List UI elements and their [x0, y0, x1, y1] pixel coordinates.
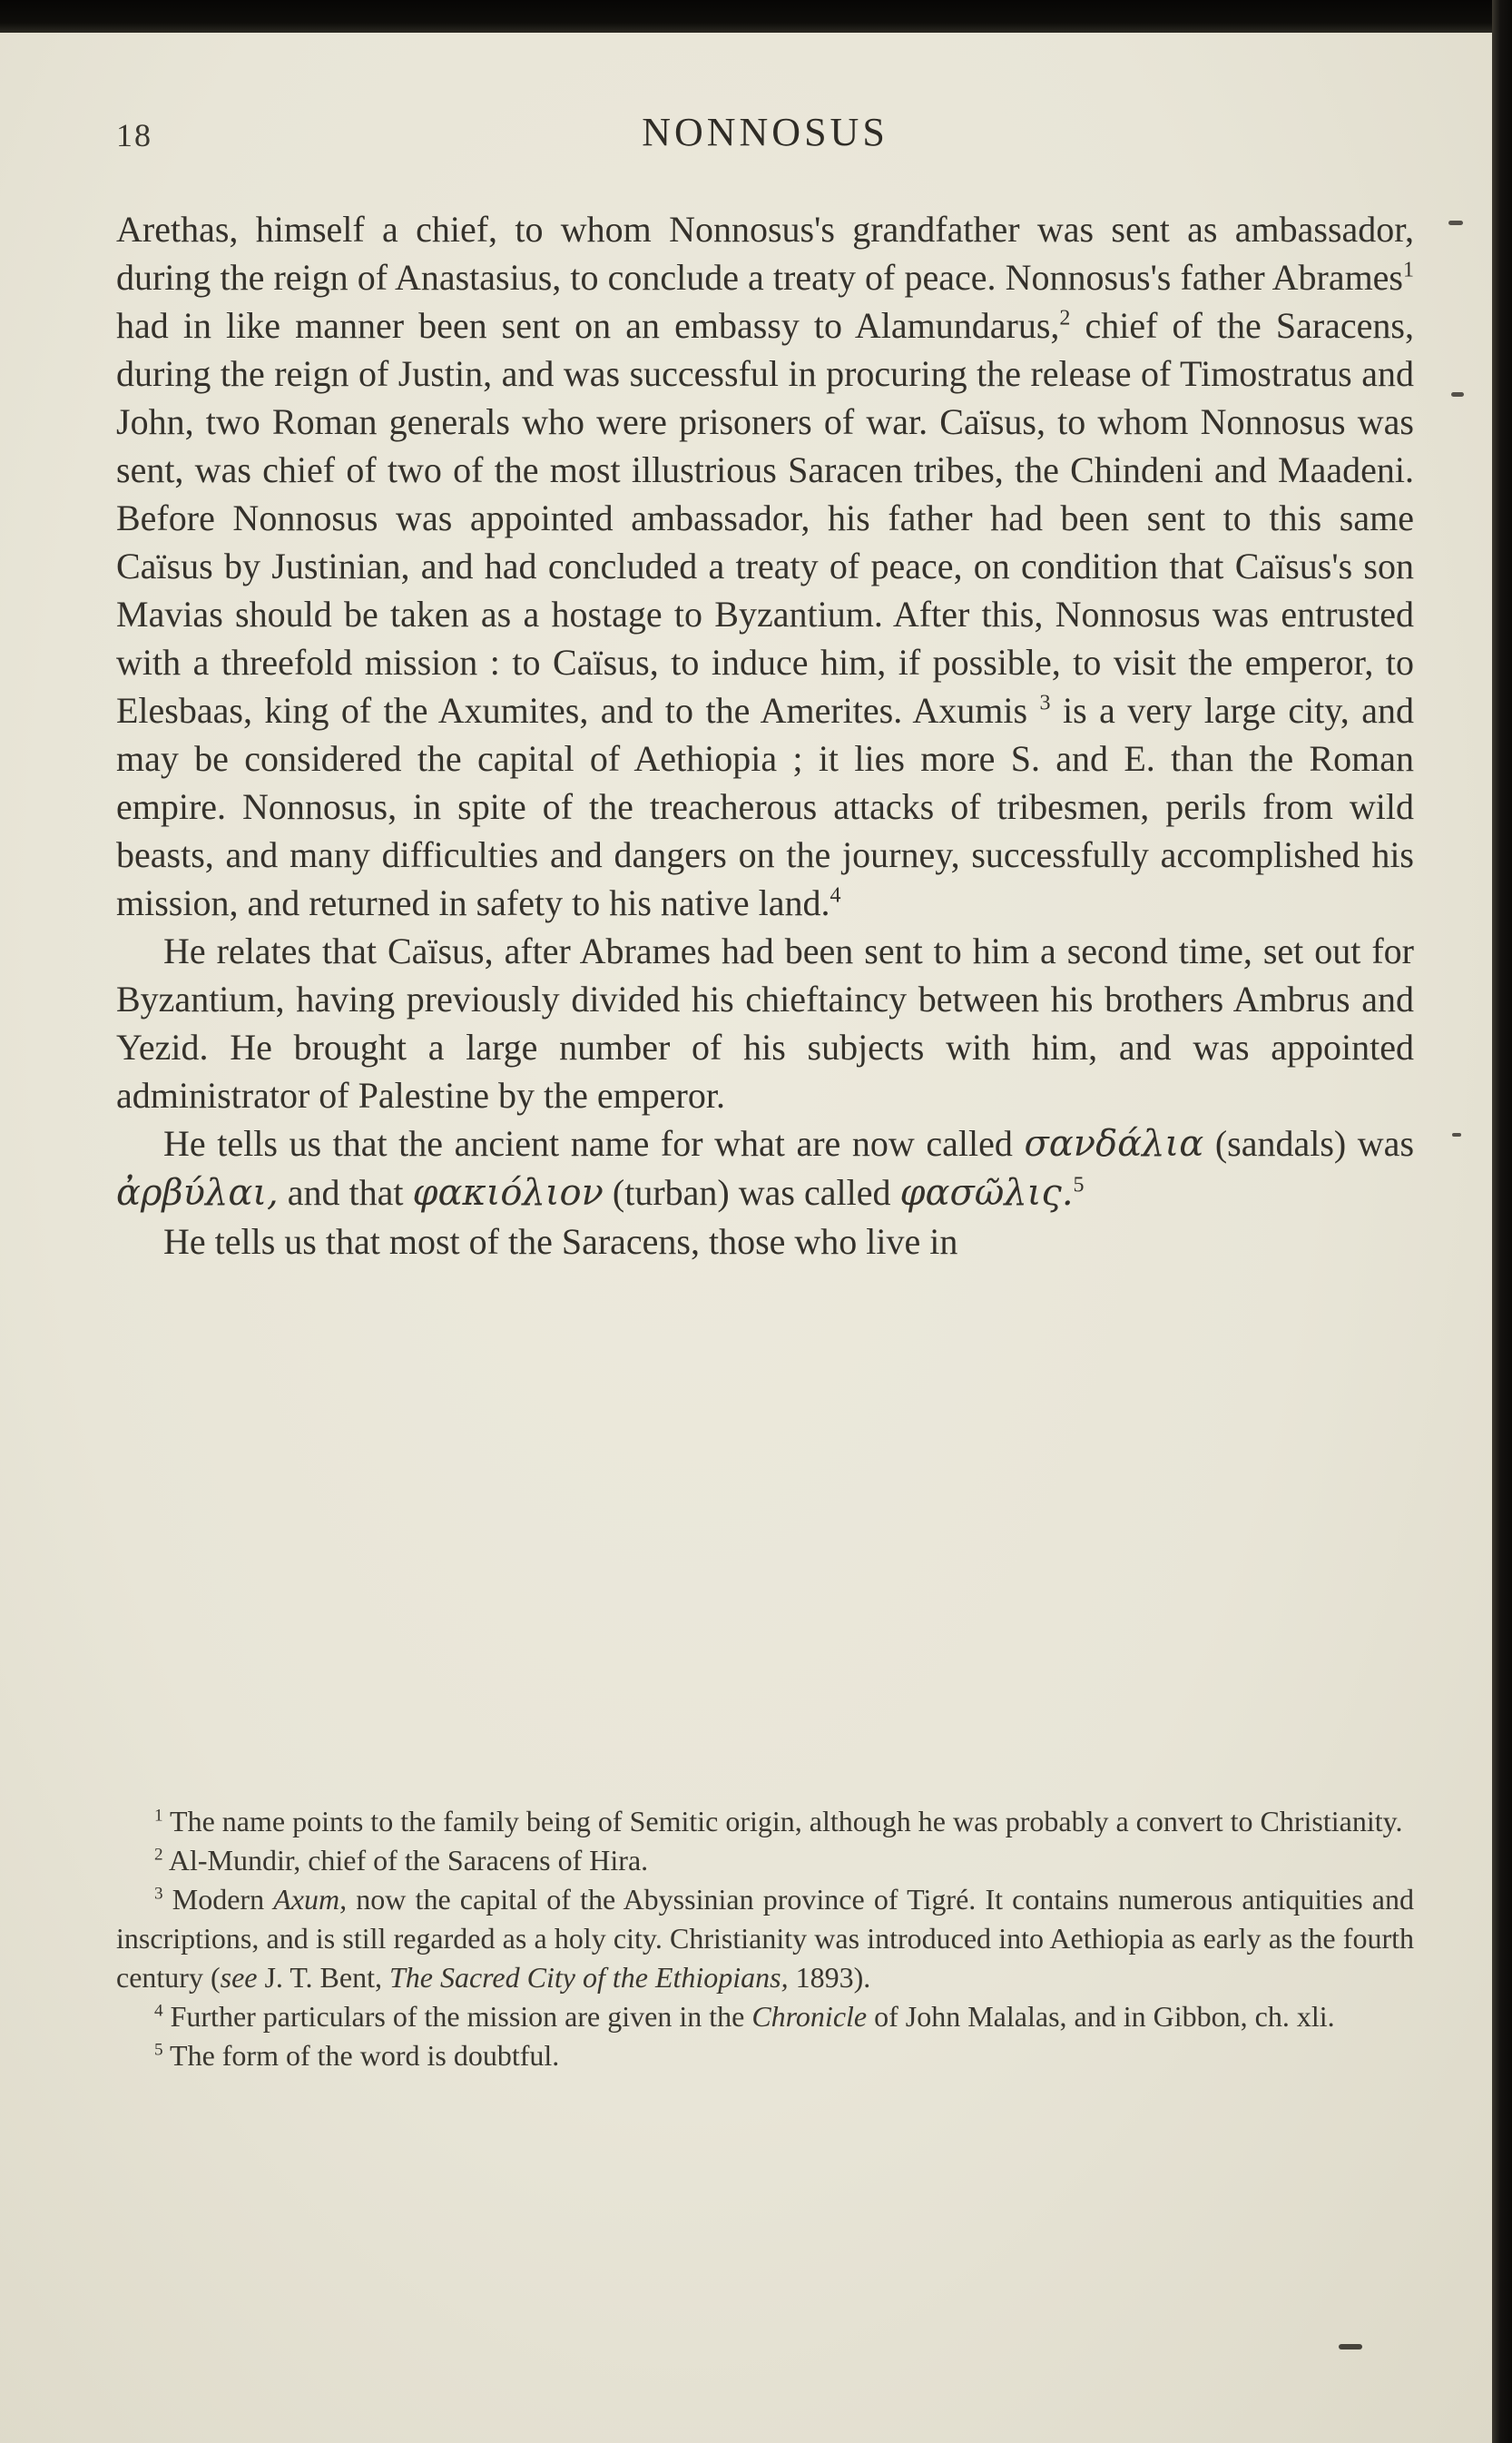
scan-blemish	[1452, 1133, 1461, 1137]
greek-word: φακιόλιον	[412, 1172, 604, 1214]
greek-word: ἀρβύλαι,	[116, 1172, 279, 1214]
paragraph-4	[116, 1217, 1414, 1266]
paragraph-1	[116, 205, 1414, 927]
footnote-5	[116, 2036, 1414, 2075]
text-run: and that	[278, 1172, 413, 1213]
greek-word: σανδάλια	[1024, 1123, 1204, 1165]
footnote-ref-3: 3	[1039, 691, 1051, 715]
scan-blemish	[1339, 2344, 1362, 2349]
text-run: J. T. Bent,	[257, 1961, 389, 1994]
footnote-1	[116, 1802, 1414, 1841]
text-run: The name points to the family being of Semitic origin, although he was probably a convert to Christianity.	[162, 1805, 1403, 1837]
greek-word: φασῶλις.	[899, 1172, 1074, 1214]
page-number: 18	[116, 117, 152, 153]
page-header	[116, 109, 1414, 163]
italic-run: Chronicle	[751, 2000, 868, 2033]
footnote-marker-3: 3	[154, 1884, 163, 1904]
text-run: Modern	[162, 1883, 274, 1916]
text-run: (turban) was called	[603, 1172, 900, 1213]
italic-run: The Sacred City of the Ethiopians,	[388, 1961, 789, 1994]
scan-blemish	[1448, 221, 1463, 225]
footnotes-block	[116, 1802, 1414, 2075]
paragraph-3	[116, 1119, 1414, 1217]
page-title: NONNOSUS	[642, 110, 889, 154]
footnote-marker-5: 5	[154, 2040, 163, 2060]
footnote-4	[116, 1997, 1414, 2036]
text-run: now the capital of the Abyssinian province of Tigré. It contains numerous antiquities and inscriptions, and is still regarded as a holy city. Christianity was introduced into Aethiopia as early as the fourth century (	[116, 1883, 1415, 1994]
text-run: The form of the word is doubtful.	[162, 2039, 560, 2072]
footnote-ref-2: 2	[1059, 306, 1071, 330]
footnote-ref-4: 4	[830, 883, 841, 908]
text-run: He tells us that most of the Saracens, those who live in	[163, 1221, 958, 1262]
text-run: 1893).	[788, 1961, 871, 1994]
footnote-marker-1: 1	[154, 1806, 163, 1826]
footnote-2	[116, 1841, 1414, 1880]
scan-blemish	[1451, 392, 1464, 397]
footnote-marker-2: 2	[154, 1845, 163, 1865]
text-run: He relates that Caïsus, after Abrames had been sent to him a second time, set out for Byzantium, having previously divided his chieftaincy between his brothers Ambrus and Yezid. He brought a large number of his subjects with him, and was appointed administrator of Palestine by the emperor.	[116, 931, 1414, 1116]
text-run: He tells us that the ancient name for what are now called	[163, 1123, 1025, 1164]
body-text	[116, 205, 1414, 1266]
footnote-ref-5: 5	[1073, 1173, 1085, 1197]
text-run: (sandals) was	[1203, 1123, 1415, 1164]
italic-run: see	[220, 1961, 258, 1994]
text-run: Further particulars of the mission are given in the	[162, 2000, 752, 2033]
footnote-marker-4: 4	[154, 2001, 163, 2021]
text-run: of John Malalas, and in Gibbon, ch. xli.	[867, 2000, 1335, 2033]
scan-edge-top	[0, 0, 1512, 33]
text-run: chief of the Saracens, during the reign of Justin, and was successful in procuring the release of Timostratus and John, two Roman generals who were prisoners of war. Caïsus, to whom Nonnosus was sent, was chief of two of the most illustrious Saracen tribes, the Chindeni and Maadeni. Before Nonnosus was appointed ambassador, his father had been sent to this same Caïsus by Justinian, and had concluded a treaty of peace, on condition that Caïsus's son Mavias should be taken as a hostage to Byzantium. After this, Nonnosus was entrusted with a threefold mission : to Caïsus, to induce him, if possible, to visit the emperor, to Elesbaas, king of the Axumites, and to the Amerites. Axumis	[116, 305, 1415, 731]
text-run: is a very large city, and may be considered the capital of Aethiopia ; it lies more S. and E. than the Roman empire. Nonnosus, in spite of the treacherous attacks of tribesmen, perils from wild beasts, and many difficulties and dangers on the journey, successfully accomplished his mission, and returned in safety to his native land.	[116, 690, 1414, 923]
scan-edge-right	[1492, 0, 1512, 2443]
footnote-ref-1: 1	[1403, 258, 1414, 282]
paragraph-2	[116, 927, 1414, 1119]
text-run: Al-Mundir, chief of the Saracens of Hira.	[162, 1844, 649, 1877]
footnote-3	[116, 1880, 1414, 1997]
text-run: Arethas, himself a chief, to whom Nonnosus's grandfather was sent as ambassador, during the reign of Anastasius, to conclude a treaty of peace. Nonnosus's father Abrames	[116, 209, 1414, 298]
italic-run: Axum,	[273, 1883, 348, 1916]
text-run: had in like manner been sent on an embassy to Alamundarus,	[116, 305, 1060, 346]
